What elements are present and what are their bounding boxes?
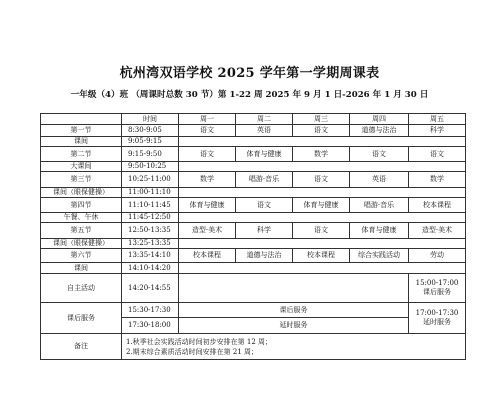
notes-cell [122,334,466,360]
period-time: 9:05-9:15 [122,137,179,147]
header-cell: 周五 [409,114,466,125]
subject-cell: 唱游·音乐 [350,198,409,213]
period-time: 13:35-14:10 [122,249,179,263]
activity-label: 自主活动 [41,274,122,303]
period-label: 大课间 [41,162,122,172]
notes-row [41,334,466,360]
subject-cell: 英语 [236,125,293,137]
after-service-text: 课后服务 [179,303,409,318]
period-time: 8:30-9:05 [122,125,179,137]
header-cell [41,114,122,125]
table-row [41,249,466,263]
header-row [41,114,466,125]
subject-cell: 造型·美术 [179,223,236,239]
period-label: 课间 [41,137,122,147]
period-time: 9:50-10:25 [122,162,179,172]
header-cell: 周一 [179,114,236,125]
table-row [41,125,466,137]
header-cell: 周三 [293,114,350,125]
period-label: 第六节 [41,249,122,263]
subject-cell: 科学 [409,125,466,137]
period-time: 14:10-14:20 [122,263,179,274]
break-cell [179,162,466,172]
subject-cell: 体育与健康 [179,198,236,213]
activity-time: 14:20-14:55 [122,274,179,303]
after-service-label: 课后服务 [41,303,122,334]
subject-cell: 语文 [179,147,236,162]
extended-service-text: 延时服务 [179,318,409,334]
break-cell [179,137,466,147]
period-label: 午餐、午休 [41,213,122,223]
subject-cell: 体育与健康 [293,198,350,213]
after-service-time: 15:30-17:30 [122,303,179,318]
table-row [41,213,466,223]
friday-extended-label: 延时服务 [423,318,451,326]
header-cell: 周二 [236,114,293,125]
subject-cell: 体育与健康 [236,147,293,162]
period-label: 第二节 [41,147,122,162]
after-service-friday-cell [409,303,466,334]
period-time: 13:25-13:35 [122,239,179,249]
subject-cell: 劳动 [409,249,466,263]
table-row [41,198,466,213]
table-row [41,147,466,162]
period-label: 第一节 [41,125,122,137]
header-cell: 时间 [122,114,179,125]
activity-blank-cell [179,274,409,303]
subject-cell: 语文 [409,147,466,162]
subject-cell: 综合实践活动 [350,249,409,263]
table-row [41,223,466,239]
period-time: 11:10-11:45 [122,198,179,213]
period-time: 12:50-13:35 [122,223,179,239]
subject-cell: 体育与健康 [350,223,409,239]
subject-cell: 校本课程 [409,198,466,213]
subject-cell: 语文 [236,198,293,213]
period-label: 第五节 [41,223,122,239]
header-cell: 周四 [350,114,409,125]
period-time: 11:45-12:50 [122,213,179,223]
subject-cell: 语文 [293,223,350,239]
period-time: 11:00-11:10 [122,188,179,198]
subject-cell: 道德与法治 [236,249,293,263]
subject-cell: 语文 [350,147,409,162]
notes-label: 备注 [41,334,122,360]
friday-activity-time: 15:00-17:00 [415,279,459,287]
subject-cell: 语文 [293,125,350,137]
period-label: 第四节 [41,198,122,213]
table-row [41,172,466,188]
subject-cell: 语文 [293,172,350,188]
subject-cell: 数学 [179,172,236,188]
extended-service-time: 17:30-18:00 [122,318,179,334]
page-title: 杭州湾双语学校 2025 学年第一学期周课表 [119,66,380,81]
note-line: 1.秋季社会实践活动时间初步安排在第 12 周； [126,337,273,346]
period-time: 10:25-11:00 [122,172,179,188]
period-time: 9:15-9:50 [122,147,179,162]
activity-row [41,274,466,303]
note-line: 2.期末综合素质活动时间安排在第 21 周； [126,347,259,356]
activity-friday-cell [409,274,466,303]
period-label: 课间（眼保健操） [41,188,122,198]
schedule-table [40,113,466,360]
table-row [41,137,466,147]
break-cell [179,213,466,223]
subject-cell: 英语 [350,172,409,188]
subject-cell: 道德与法治 [350,125,409,137]
page-subtitle: 一年级（4）班 （周课时总数 30 节）第 1-22 周 2025 年 9 月 1 日-2026 年 1 月 30 日 [70,90,429,100]
period-label: 课间（眼保健操） [41,239,122,249]
subject-cell: 科学 [236,223,293,239]
subject-cell: 造型·美术 [409,223,466,239]
subject-cell: 数学 [293,147,350,162]
period-label: 第三节 [41,172,122,188]
subject-cell: 语文 [179,125,236,137]
after-service-row [41,303,466,318]
table-row [41,239,466,249]
break-cell [179,263,466,274]
subject-cell: 校本课程 [293,249,350,263]
table-row [41,162,466,172]
friday-extended-time: 17:00-17:30 [415,309,459,317]
period-label: 课间 [41,263,122,274]
subject-cell: 校本课程 [179,249,236,263]
friday-activity-label: 课后服务 [423,288,451,296]
table-row [41,263,466,274]
break-cell [179,239,466,249]
table-row [41,188,466,198]
subject-cell: 数学 [409,172,466,188]
subject-cell: 唱游·音乐 [236,172,293,188]
break-cell [179,188,466,198]
